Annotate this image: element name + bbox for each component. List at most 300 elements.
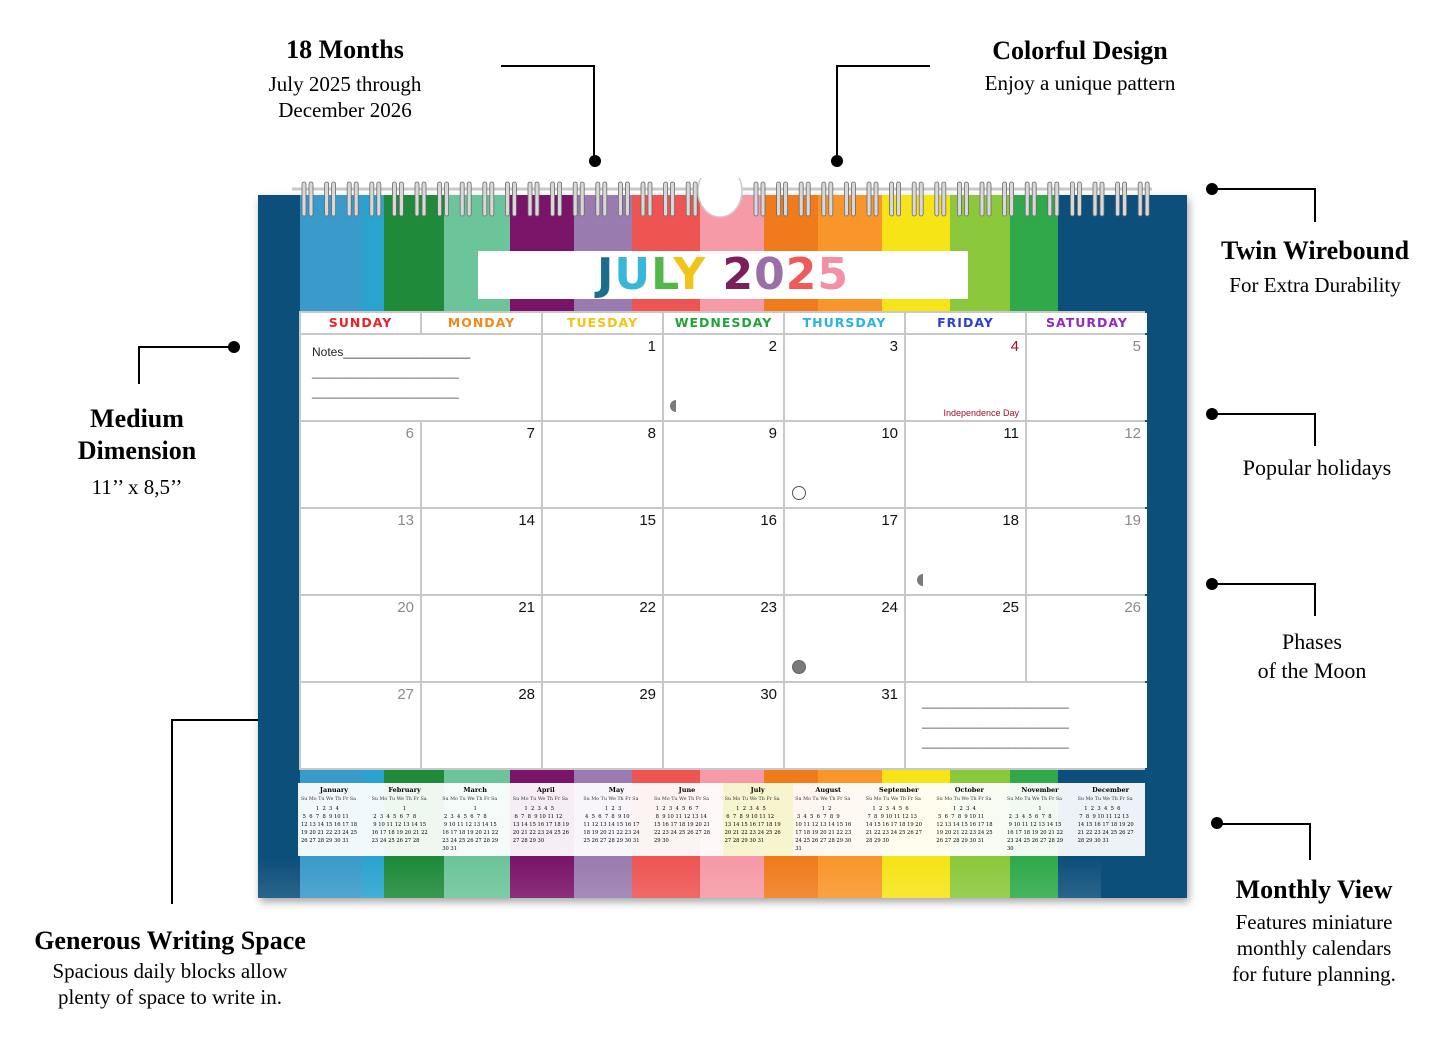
day-number: 11 [1003, 425, 1019, 442]
wire-loop [580, 182, 584, 216]
wire-loop [799, 182, 803, 216]
mini-weekdays: Su Mo Tu We Th Fr Sa [654, 797, 710, 802]
callout-writing-space [20, 926, 320, 1010]
wire-loop [897, 182, 901, 216]
day-number: 3 [889, 338, 898, 355]
mini-month-name: April [536, 786, 555, 794]
mini-week-row: 14 15 16 17 18 19 20 [865, 822, 922, 828]
callout-line: for future planning. [1232, 962, 1396, 986]
day-number: 12 [1124, 425, 1141, 442]
mini-week-row: 20 21 22 23 24 25 26 [512, 830, 569, 836]
mini-week-row: 5 6 7 8 9 10 11 [936, 814, 985, 820]
connector-dot [831, 155, 843, 167]
mini-week-row: 1 [371, 806, 407, 812]
wire-loop [686, 182, 690, 216]
connector-line [1212, 583, 1316, 616]
mini-week-row: 27 28 29 30 31 [724, 838, 765, 844]
connector-line [1217, 823, 1311, 860]
mini-calendar [793, 783, 863, 856]
title-letter: 2 [722, 249, 755, 300]
wire-loop [512, 182, 516, 216]
notes-line: ______________________ [922, 735, 1069, 749]
mini-week-row: 28 29 30 31 [1077, 838, 1109, 844]
day-cell[interactable] [906, 335, 1025, 420]
day-cell[interactable] [1027, 422, 1147, 507]
connector-line [138, 346, 234, 384]
day-number: 25 [1002, 599, 1019, 616]
mini-calendar [934, 783, 1004, 856]
day-cell[interactable] [785, 335, 904, 420]
wire-loop [573, 182, 577, 216]
mini-calendar [652, 783, 722, 856]
day-number: 15 [639, 512, 656, 529]
callout-line: Spacious daily blocks allow [52, 959, 288, 983]
day-cell[interactable] [664, 422, 783, 507]
wire-loop [987, 182, 991, 216]
mini-month-name: May [608, 786, 624, 794]
day-number: 2 [768, 338, 777, 355]
day-cell[interactable] [785, 509, 904, 594]
mini-week-row: 23 24 25 26 27 28 29 [1007, 838, 1064, 844]
mini-week-row: 19 20 21 22 23 24 25 [936, 830, 993, 836]
callout-twin-wirebound [1200, 236, 1430, 298]
day-number: 6 [405, 425, 414, 442]
wire-loop [919, 182, 923, 216]
mini-week-row: 23 24 25 26 27 28 [371, 838, 420, 844]
wire-loop [1032, 182, 1036, 216]
mini-month-name: January [319, 786, 349, 794]
mini-month-name: November [1021, 786, 1059, 794]
wire-loop [528, 182, 532, 216]
mini-calendars [298, 783, 1145, 856]
mini-week-row: 4 5 6 7 8 9 10 [583, 814, 630, 820]
mini-week-row: 1 [1007, 806, 1042, 812]
mini-week-row: 15 16 17 18 19 20 21 [654, 822, 711, 828]
mini-week-row: 10 11 12 13 14 15 16 [795, 822, 852, 828]
wire-loop [596, 182, 600, 216]
wire-loop [777, 182, 781, 216]
mini-week-row: 14 15 16 17 18 19 20 [1077, 822, 1134, 828]
wire-loop [874, 182, 878, 216]
mini-week-row: 18 19 20 21 22 23 24 [583, 830, 640, 836]
mini-calendar [723, 783, 793, 856]
mini-week-row: 1 2 3 4 [301, 806, 339, 812]
callout-line: Features miniature [1235, 910, 1393, 934]
wire-loop [671, 182, 675, 216]
last-quarter-moon-icon [916, 573, 930, 587]
day-cell[interactable] [664, 509, 783, 594]
mini-week-row: 13 14 15 16 17 18 19 [512, 822, 569, 828]
mini-week-row: 16 17 18 19 20 21 22 [442, 830, 499, 836]
wire-loop [603, 182, 607, 216]
day-number: 1 [647, 338, 656, 355]
notes-label: Notes___________________ [312, 345, 471, 359]
mini-week-row: 20 21 22 23 24 25 26 [724, 830, 781, 836]
wire-loop [505, 182, 509, 216]
mini-calendar [370, 783, 440, 856]
new-moon-icon [792, 660, 806, 674]
wire-loop [935, 182, 939, 216]
day-number: 26 [1124, 599, 1141, 616]
day-cell[interactable] [785, 683, 904, 768]
wire-loop [551, 182, 555, 216]
mini-weekdays: Su Mo Tu We Th Fr Sa [1007, 797, 1063, 802]
mini-week-row: 3 4 5 6 7 8 9 [795, 814, 840, 820]
mini-week-row: 2 3 4 5 6 7 8 [442, 814, 487, 820]
mini-week-row: 30 31 [442, 846, 458, 852]
wire-loop [664, 182, 668, 216]
mini-week-row: 27 28 29 30 [512, 838, 545, 844]
mini-calendar [1076, 783, 1146, 856]
wire-loop [438, 182, 442, 216]
wire-loop [399, 182, 403, 216]
mini-weekdays: Su Mo Tu We Th Fr Sa [795, 797, 851, 802]
mini-week-row: 9 10 11 12 13 14 15 [371, 822, 427, 828]
mini-month-name: July [750, 786, 765, 794]
day-number: 5 [1132, 338, 1141, 355]
wire-loop [829, 182, 833, 216]
mini-month-name: October [954, 786, 984, 794]
wire-loop [354, 182, 358, 216]
wire-loop [957, 182, 961, 216]
wire-loop [1123, 182, 1127, 216]
weekday-header: WEDNESDAY [664, 313, 783, 333]
day-cell[interactable] [664, 683, 783, 768]
mini-month-name: August [815, 786, 842, 794]
wire-loop [867, 182, 871, 216]
wire-loop [754, 182, 758, 216]
mini-week-row: 1 2 3 4 5 6 7 [654, 806, 699, 812]
day-number: 13 [397, 512, 414, 529]
wire-loop [1093, 182, 1097, 216]
mini-calendar [1005, 783, 1075, 856]
callout-title: Popular holidays [1242, 455, 1392, 480]
title-letter: 5 [817, 249, 849, 300]
day-number: 28 [518, 686, 535, 703]
spiral-icon [292, 178, 1152, 220]
callout-colorful-design [960, 36, 1200, 96]
mini-week-row: 1 2 3 4 5 6 [1077, 806, 1121, 812]
mini-week-row: 30 [1007, 846, 1014, 852]
mini-week-row: 26 27 28 29 30 31 [301, 838, 349, 844]
mini-week-row: 8 9 10 11 12 13 14 [654, 814, 707, 820]
day-cell[interactable] [664, 596, 783, 681]
mini-week-row: 9 10 11 12 13 14 15 [442, 822, 497, 828]
notes-line: ______________________ [922, 715, 1069, 729]
callout-18-months [235, 35, 455, 123]
day-cell[interactable] [906, 596, 1025, 681]
mini-week-row: 11 12 13 14 15 16 17 [583, 822, 640, 828]
mini-calendar [440, 783, 510, 856]
day-cell[interactable] [1027, 335, 1147, 420]
weekday-header: TUESDAY [543, 313, 662, 333]
mini-week-row: 21 22 23 24 25 26 27 [865, 830, 922, 836]
notes-line: ______________________ [312, 385, 459, 399]
mini-week-row: 25 26 27 28 29 30 31 [583, 838, 640, 844]
wire-loop [822, 182, 826, 216]
wire-loop [1138, 182, 1142, 216]
connector-dot [1206, 183, 1218, 195]
callout-monthly-view [1205, 875, 1423, 987]
wire-loop [1048, 182, 1052, 216]
connector-dot [589, 155, 601, 167]
mini-week-row: 12 13 14 15 16 17 18 [936, 822, 993, 828]
wire-loop [890, 182, 894, 216]
wire-loop [1025, 182, 1029, 216]
month-title [478, 249, 968, 301]
wire-loop [806, 182, 810, 216]
wire-loop [445, 182, 449, 216]
callout-line: plenty of space to write in. [58, 985, 282, 1009]
day-cell[interactable] [301, 683, 420, 768]
callout-title: Colorful Design [992, 36, 1168, 65]
day-cell[interactable] [543, 422, 662, 507]
mini-calendar [511, 783, 581, 856]
title-letter: J [597, 249, 615, 300]
mini-week-row: 29 30 [654, 838, 669, 844]
callout-title: 18 Months [286, 35, 404, 64]
wire-loop [460, 182, 464, 216]
callout-line: 11’’ x 8,5’’ [91, 475, 183, 499]
title-letter: L [651, 249, 674, 300]
day-number: 7 [526, 425, 535, 442]
mini-month-name: December [1092, 786, 1130, 794]
notes-line: ______________________ [922, 695, 1069, 709]
day-cell[interactable] [301, 509, 420, 594]
callout-line: For Extra Durability [1229, 273, 1401, 297]
mini-month-name: June [678, 786, 696, 794]
wire-loop [618, 182, 622, 216]
mini-weekdays: Su Mo Tu We Th Fr Sa [371, 797, 427, 802]
mini-calendar [581, 783, 651, 856]
wire-loop [347, 182, 351, 216]
mini-weekdays: Su Mo Tu We Th Fr Sa [936, 797, 992, 802]
day-cell[interactable] [543, 335, 662, 420]
holiday-label: Independence Day [943, 408, 1019, 418]
wire-loop [912, 182, 916, 216]
weekday-header: THURSDAY [785, 313, 904, 333]
day-cell[interactable] [785, 422, 904, 507]
title-letter: 0 [754, 249, 786, 300]
callout-line: Enjoy a unique pattern [984, 71, 1176, 95]
title-letter: U [614, 249, 652, 300]
mini-week-row: 1 2 3 4 [936, 806, 976, 812]
day-number: 27 [397, 686, 414, 703]
wire-loop [1010, 182, 1014, 216]
callout-line: monthly calendars [1236, 936, 1392, 960]
wire-loop [332, 182, 336, 216]
day-number: 20 [397, 599, 414, 616]
wire-loop [415, 182, 419, 216]
callout-title: Medium [90, 404, 184, 433]
callout-line: of the Moon [1257, 658, 1367, 683]
day-cell[interactable] [664, 335, 783, 420]
wire-loop [1100, 182, 1104, 216]
wire-loop [784, 182, 788, 216]
connector-line [1212, 413, 1316, 446]
day-cell[interactable] [1027, 596, 1147, 681]
day-cell[interactable] [301, 596, 420, 681]
wire-loop [1003, 182, 1007, 216]
wire-loop [1145, 182, 1149, 216]
mini-calendar [864, 783, 934, 856]
mini-week-row: 7 8 9 10 11 12 13 [1077, 814, 1129, 820]
wire-loop [325, 182, 329, 216]
day-number: 17 [881, 512, 898, 529]
mini-weekdays: Su Mo Tu We Th Fr Sa [442, 797, 498, 802]
notes-cell[interactable] [301, 335, 541, 420]
weekday-header: FRIDAY [906, 313, 1025, 333]
day-number: 18 [1002, 512, 1019, 529]
hanger-hook [698, 178, 742, 217]
month-grid [299, 311, 1145, 770]
mini-week-row: 13 14 15 16 17 18 19 [724, 822, 781, 828]
connector-dot [1211, 817, 1223, 829]
mini-weekdays: Su Mo Tu We Th Fr Sa [865, 797, 921, 802]
day-number: 10 [881, 425, 898, 442]
mini-weekdays: Su Mo Tu We Th Fr Sa [301, 797, 357, 802]
day-cell[interactable] [422, 596, 541, 681]
wire-loop [535, 182, 539, 216]
wire-loop [761, 182, 765, 216]
mini-week-row: 1 2 3 [583, 806, 622, 812]
mini-week-row: 31 [795, 846, 802, 852]
mini-week-row: 1 2 [795, 806, 832, 812]
wire-loop [1077, 182, 1081, 216]
wire-loop [964, 182, 968, 216]
weekday-header: SUNDAY [301, 313, 420, 333]
mini-week-row: 6 7 8 9 10 11 12 [724, 814, 775, 820]
title-letter: 2 [785, 249, 818, 300]
day-cell[interactable] [1027, 509, 1147, 594]
mini-week-row: 19 20 21 22 23 24 25 [301, 830, 358, 836]
wire-loop [1055, 182, 1059, 216]
wire-loop [693, 182, 697, 216]
callout-line: Phases [1282, 629, 1342, 654]
wire-loop [851, 182, 855, 216]
wire-loop [302, 182, 306, 216]
day-number: 4 [1010, 338, 1019, 355]
background-stripe [258, 195, 302, 898]
day-cell[interactable] [422, 509, 541, 594]
mini-month-name: September [879, 786, 919, 794]
day-cell[interactable] [422, 683, 541, 768]
wire-loop [648, 182, 652, 216]
mini-month-name: February [388, 786, 421, 794]
day-number: 30 [760, 686, 777, 703]
mini-week-row: 1 2 3 4 5 [724, 806, 766, 812]
connector-line [836, 65, 930, 161]
mini-week-row: 22 23 24 25 26 27 28 [654, 830, 711, 836]
connector-line [501, 65, 595, 161]
mini-month-name: March [463, 786, 487, 794]
wire-loop [392, 182, 396, 216]
mini-week-row: 9 10 11 12 13 14 15 [1007, 822, 1062, 828]
callout-popular-holidays [1212, 455, 1422, 481]
callout-medium-dimension [52, 404, 222, 500]
full-moon-icon [792, 486, 806, 500]
callout-line: December 2026 [278, 98, 412, 122]
day-number: 8 [647, 425, 656, 442]
mini-week-row: 2 3 4 5 6 7 8 [371, 814, 417, 820]
day-cell[interactable] [785, 596, 904, 681]
title-letter: Y [673, 249, 707, 300]
day-number: 31 [881, 686, 898, 703]
day-cell[interactable] [543, 596, 662, 681]
connector-dot [1206, 578, 1218, 590]
weekday-header: MONDAY [422, 313, 541, 333]
day-number: 9 [768, 425, 777, 442]
wire-loop [1116, 182, 1120, 216]
wire-loop [309, 182, 313, 216]
wire-loop [558, 182, 562, 216]
wire-loop [422, 182, 426, 216]
day-number: 16 [760, 512, 777, 529]
weekday-header: SATURDAY [1027, 313, 1147, 333]
callout-title: Dimension [77, 436, 197, 465]
callout-title: Monthly View [1235, 875, 1393, 904]
mini-weekdays: Su Mo Tu We Th Fr Sa [1077, 797, 1133, 802]
day-number: 14 [518, 512, 535, 529]
mini-week-row: 7 8 9 10 11 12 13 [865, 814, 917, 820]
mini-weekdays: Su Mo Tu We Th Fr Sa [724, 797, 780, 802]
wire-loop [625, 182, 629, 216]
day-number: 29 [639, 686, 656, 703]
day-cell[interactable] [906, 422, 1025, 507]
mini-weekdays: Su Mo Tu We Th Fr Sa [583, 797, 639, 802]
mini-week-row: 5 6 7 8 9 10 11 [301, 814, 349, 820]
wire-loop [980, 182, 984, 216]
mini-week-row: 6 7 8 9 10 11 12 [512, 814, 563, 820]
day-cell[interactable] [543, 509, 662, 594]
wire-loop [942, 182, 946, 216]
day-cell[interactable] [543, 683, 662, 768]
mini-week-row: 16 17 18 19 20 21 22 [1007, 830, 1064, 836]
mini-week-row: 2 3 4 5 6 7 8 [1007, 814, 1052, 820]
mini-week-row: 1 2 3 4 5 [512, 806, 555, 812]
mini-week-row: 1 2 3 4 5 6 [865, 806, 909, 812]
callout-moon-phases [1212, 627, 1412, 685]
mini-week-row: 28 29 30 [865, 838, 889, 844]
mini-weekdays: Su Mo Tu We Th Fr Sa [512, 797, 568, 802]
callout-title: Twin Wirebound [1220, 236, 1410, 265]
day-number: 21 [518, 599, 535, 616]
notes-cell[interactable] [906, 683, 1147, 768]
day-number: 23 [760, 599, 777, 616]
day-cell[interactable] [301, 422, 420, 507]
wire-loop [483, 182, 487, 216]
mini-calendar [299, 783, 369, 856]
callout-title: Generous Writing Space [34, 926, 306, 955]
mini-week-row: 24 25 26 27 28 29 30 [795, 838, 852, 844]
day-cell[interactable] [906, 509, 1025, 594]
title-letter [706, 249, 722, 300]
mini-week-row: 23 24 25 26 27 28 29 [442, 838, 499, 844]
wire-loop [467, 182, 471, 216]
mini-week-row: 12 13 14 15 16 17 18 [301, 822, 358, 828]
day-number: 22 [639, 599, 656, 616]
wire-loop [370, 182, 374, 216]
twin-wire-binding [292, 178, 1152, 220]
day-cell[interactable] [422, 422, 541, 507]
first-quarter-moon-icon [669, 399, 683, 413]
day-number: 24 [881, 599, 898, 616]
mini-week-row: 16 17 18 19 20 21 22 [371, 830, 428, 836]
connector-line [1212, 188, 1316, 222]
wire-loop [641, 182, 645, 216]
callout-line: July 2025 through [268, 72, 422, 96]
mini-week-row: 17 18 19 20 21 22 23 [795, 830, 852, 836]
